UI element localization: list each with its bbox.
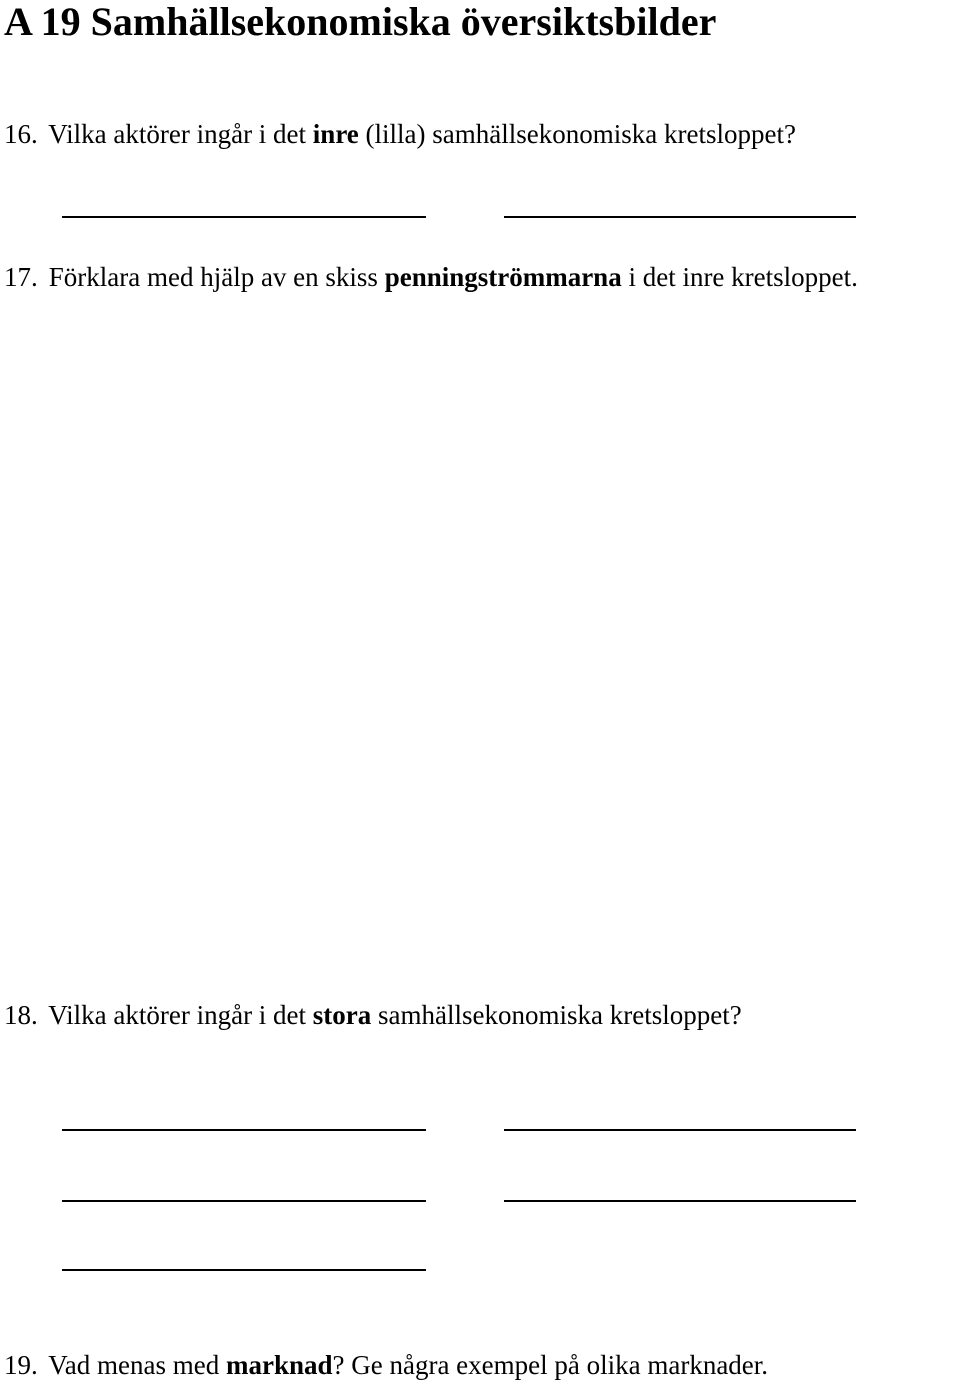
question-text-before: Förklara med hjälp av en skiss: [48, 262, 378, 292]
question-text-after: ? Ge några exempel på olika marknader.: [332, 1350, 769, 1380]
question-text-after: i det inre kretsloppet.: [628, 262, 858, 292]
question-emphasis: inre: [312, 119, 359, 149]
answer-line[interactable]: [504, 216, 856, 218]
question-emphasis: penningströmmarna: [384, 262, 622, 292]
question-number: 16.: [4, 119, 38, 149]
question-number: 19.: [4, 1350, 38, 1380]
question-emphasis: stora: [312, 1000, 372, 1030]
question-18: [4, 999, 742, 1031]
question-text-after: (lilla) samhällsekonomiska kretsloppet?: [365, 119, 796, 149]
question-text-before: Vilka aktörer ingår i det: [48, 1000, 307, 1030]
question-17: [4, 261, 858, 293]
answer-line[interactable]: [62, 1200, 426, 1202]
answer-line[interactable]: [62, 1129, 426, 1131]
question-19: [4, 1349, 768, 1381]
question-number: 17.: [4, 262, 38, 292]
question-number: 18.: [4, 1000, 38, 1030]
answer-line[interactable]: [62, 1269, 426, 1271]
page-title: A 19 Samhällsekonomiska översiktsbilder: [4, 0, 717, 44]
answer-line[interactable]: [62, 216, 426, 218]
question-emphasis: marknad: [225, 1350, 333, 1380]
answer-line[interactable]: [504, 1200, 856, 1202]
question-16: [4, 118, 796, 150]
question-text-before: Vilka aktörer ingår i det: [48, 119, 307, 149]
answer-line[interactable]: [504, 1129, 856, 1131]
question-text-after: samhällsekonomiska kretsloppet?: [378, 1000, 742, 1030]
question-text-before: Vad menas med: [48, 1350, 220, 1380]
sketch-area[interactable]: [4, 300, 954, 990]
